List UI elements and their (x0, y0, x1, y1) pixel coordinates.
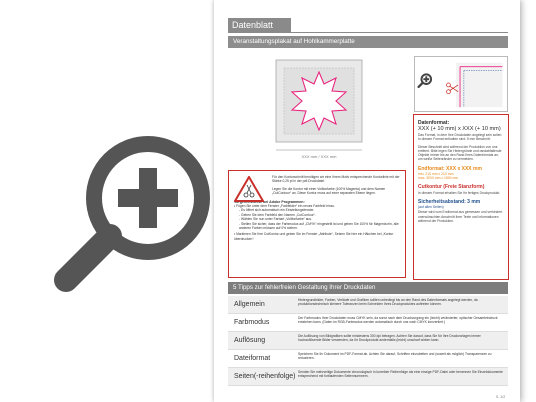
format-title: Datenformat: (418, 120, 450, 126)
sheet-title: Datenblatt (228, 18, 291, 32)
tip-label: Allgemein (234, 301, 265, 308)
format-value: XXX (+ 10 mm) x XXX (+ 10 mm) (418, 126, 501, 132)
tip-text: Die Auflösung von Bildgrafiken sollte mindestens 300 dpi betragen. Achten Sie darauf, dass Sie für Ihre Druckvorlagen immer hochauflösende Bilder verwenden, da Ihr Druckprodukt andernfalls (leicht) unscharf wirken kann. (298, 334, 481, 343)
format-text: Das Format, in dem Ihre Druckdaten angelegt sein sollen. In diesem Format enthalten sind: 5 mm Beschnitt. (418, 133, 503, 142)
tip-text: Speichern Sie Ihr Dokument im PDF-Format ab. Achten Sie darauf, Schriften einzubetten und (soweit als möglich) Transparenzen zu reduzieren. (298, 352, 492, 361)
end-format-title: Endformat: XXX x XXX mm (418, 165, 482, 172)
safety-margin-title: Sicherheitsabstand: 3 mm (418, 199, 481, 206)
format-thumbnail (414, 56, 508, 112)
format-info-box (413, 114, 509, 280)
table-row (228, 350, 508, 368)
safety-margin-text: Dieser wird vom Endformat aus gemessen und verhindert unerwünschten Anschnitt Ihrer Texte und Informationen während der Produktion. (418, 210, 503, 223)
tips-section-bar: 5 Tipps zur fehlerfreien Gestaltung Ihrer Druckdaten (228, 282, 508, 294)
zoom-in-icon[interactable] (48, 128, 218, 298)
table-row (228, 296, 508, 314)
step-item: - Wählen Sie nun unter Farbart „Vollfonfarbe“ aus. (239, 217, 312, 222)
preview-size-label: XXX mm / XXX mm (301, 154, 337, 159)
warning-scissors-icon (234, 176, 264, 202)
steps-title: Vorgehensweise bei Adobe Programmen: (234, 199, 305, 204)
step-item: - Es öffnet sich automatisch ein Einstellungsfenster. (239, 208, 315, 213)
tip-label: Farbmodus (234, 319, 270, 326)
tip-label: Dateiformat (234, 355, 271, 362)
table-row (228, 332, 508, 350)
step-item: • Fügen Sie unter dem Fenster „Farbfelder“ ein neues Farbfeld hinzu. (234, 204, 336, 209)
step-item: - Geben Sie dem Farbfeld den Namen „CutContour“. (239, 212, 316, 217)
title-rule (228, 32, 508, 33)
page-number: S. 1/2 (496, 395, 506, 399)
cut-contour-preview (228, 52, 406, 164)
cut-contour-text: In diesem Format erhalten Sie Ihr fertiges Druckprodukt. (418, 191, 501, 196)
cut-contour-title: Cutkontur (Freie Stanzform) (418, 184, 485, 191)
datasheet-page (214, 0, 520, 402)
bleed-text: Dieser Beschnitt wird während der Produktion von uns entfernt. Bitte legen Sie Hintergründe und randabfallende Objekte immer bis an den Rand Ihres Datenformats an, um weiße Seitenränder zu vermeiden. (418, 145, 502, 162)
end-format-min: min. 210 mm x 210 mm (418, 171, 454, 176)
tip-text: Senden Sie mehrseitige Dokumente chronologisch in korrekter Reihenfolge als eine einzige PDF-Datei oder benennen Sie Einzeldokumente entsprechend mit fortlaufenden Seitennummern. (298, 370, 503, 379)
tip-text: Der Farbmodus Ihrer Druckdaten muss CMYK sein, da sonst nach dem Druckvorgang ein (leicht) veränderter, optischer Gesamteindruck entstehen kann. (Daten im RGB-Farbmodus werden automatisch durch uns nach CMYK konvertiert.) (298, 316, 498, 325)
end-format-max: max. 3000 mm x 1500 mm (418, 175, 459, 180)
table-row (228, 368, 508, 386)
tips-table (228, 296, 508, 386)
contour-warning-box (228, 170, 406, 278)
table-row (228, 314, 508, 332)
warning-intro: Für den Konturschnitt benötigen wir eine Ihrem Motiv entsprechende Konturlinie mit der Stärke 0,25 pt in der pdf-Druckdatei. (272, 175, 400, 184)
tip-text: Hintergrundbilder, Farben, Verläufe und Grafiken sollten unbedingt bis an den Rand des Datenformats angelegt werden, da produktionstechnisch kleinere Toleranzen beim Schneiden Ihres Druckproduktes auftreten können. (298, 298, 478, 307)
warning-text: Legen Sie die Kontur mit einer Volltonfarbe (100% Magenta) und dem Namen „CutContour“ an. Diese Kontur muss auf einer separaten Ebene liegen. (272, 186, 386, 196)
product-section-bar: Veranstaltungsplakat auf Hohlkammerplatte (228, 36, 508, 48)
tip-label: Auflösung (234, 337, 266, 344)
step-item: • Markieren Sie Ihre CutKontur und geben Sie im Fenster „Attribute“, Setzen Sie hier ein Häkchen bei „Kontur überdrucken“. (234, 232, 394, 241)
safety-margin-sub: (auf allen Seiten) (418, 205, 444, 210)
tip-label: Seiten(-reihenfolge) (234, 373, 296, 380)
step-item: - Stellen Sie sicher, dass der Farbmodus auf „CMYK“ eingestellt ist und geben Sie 100% für Magenta ein, alle anderen Farben müssen auf 0% stehen. (239, 221, 399, 231)
